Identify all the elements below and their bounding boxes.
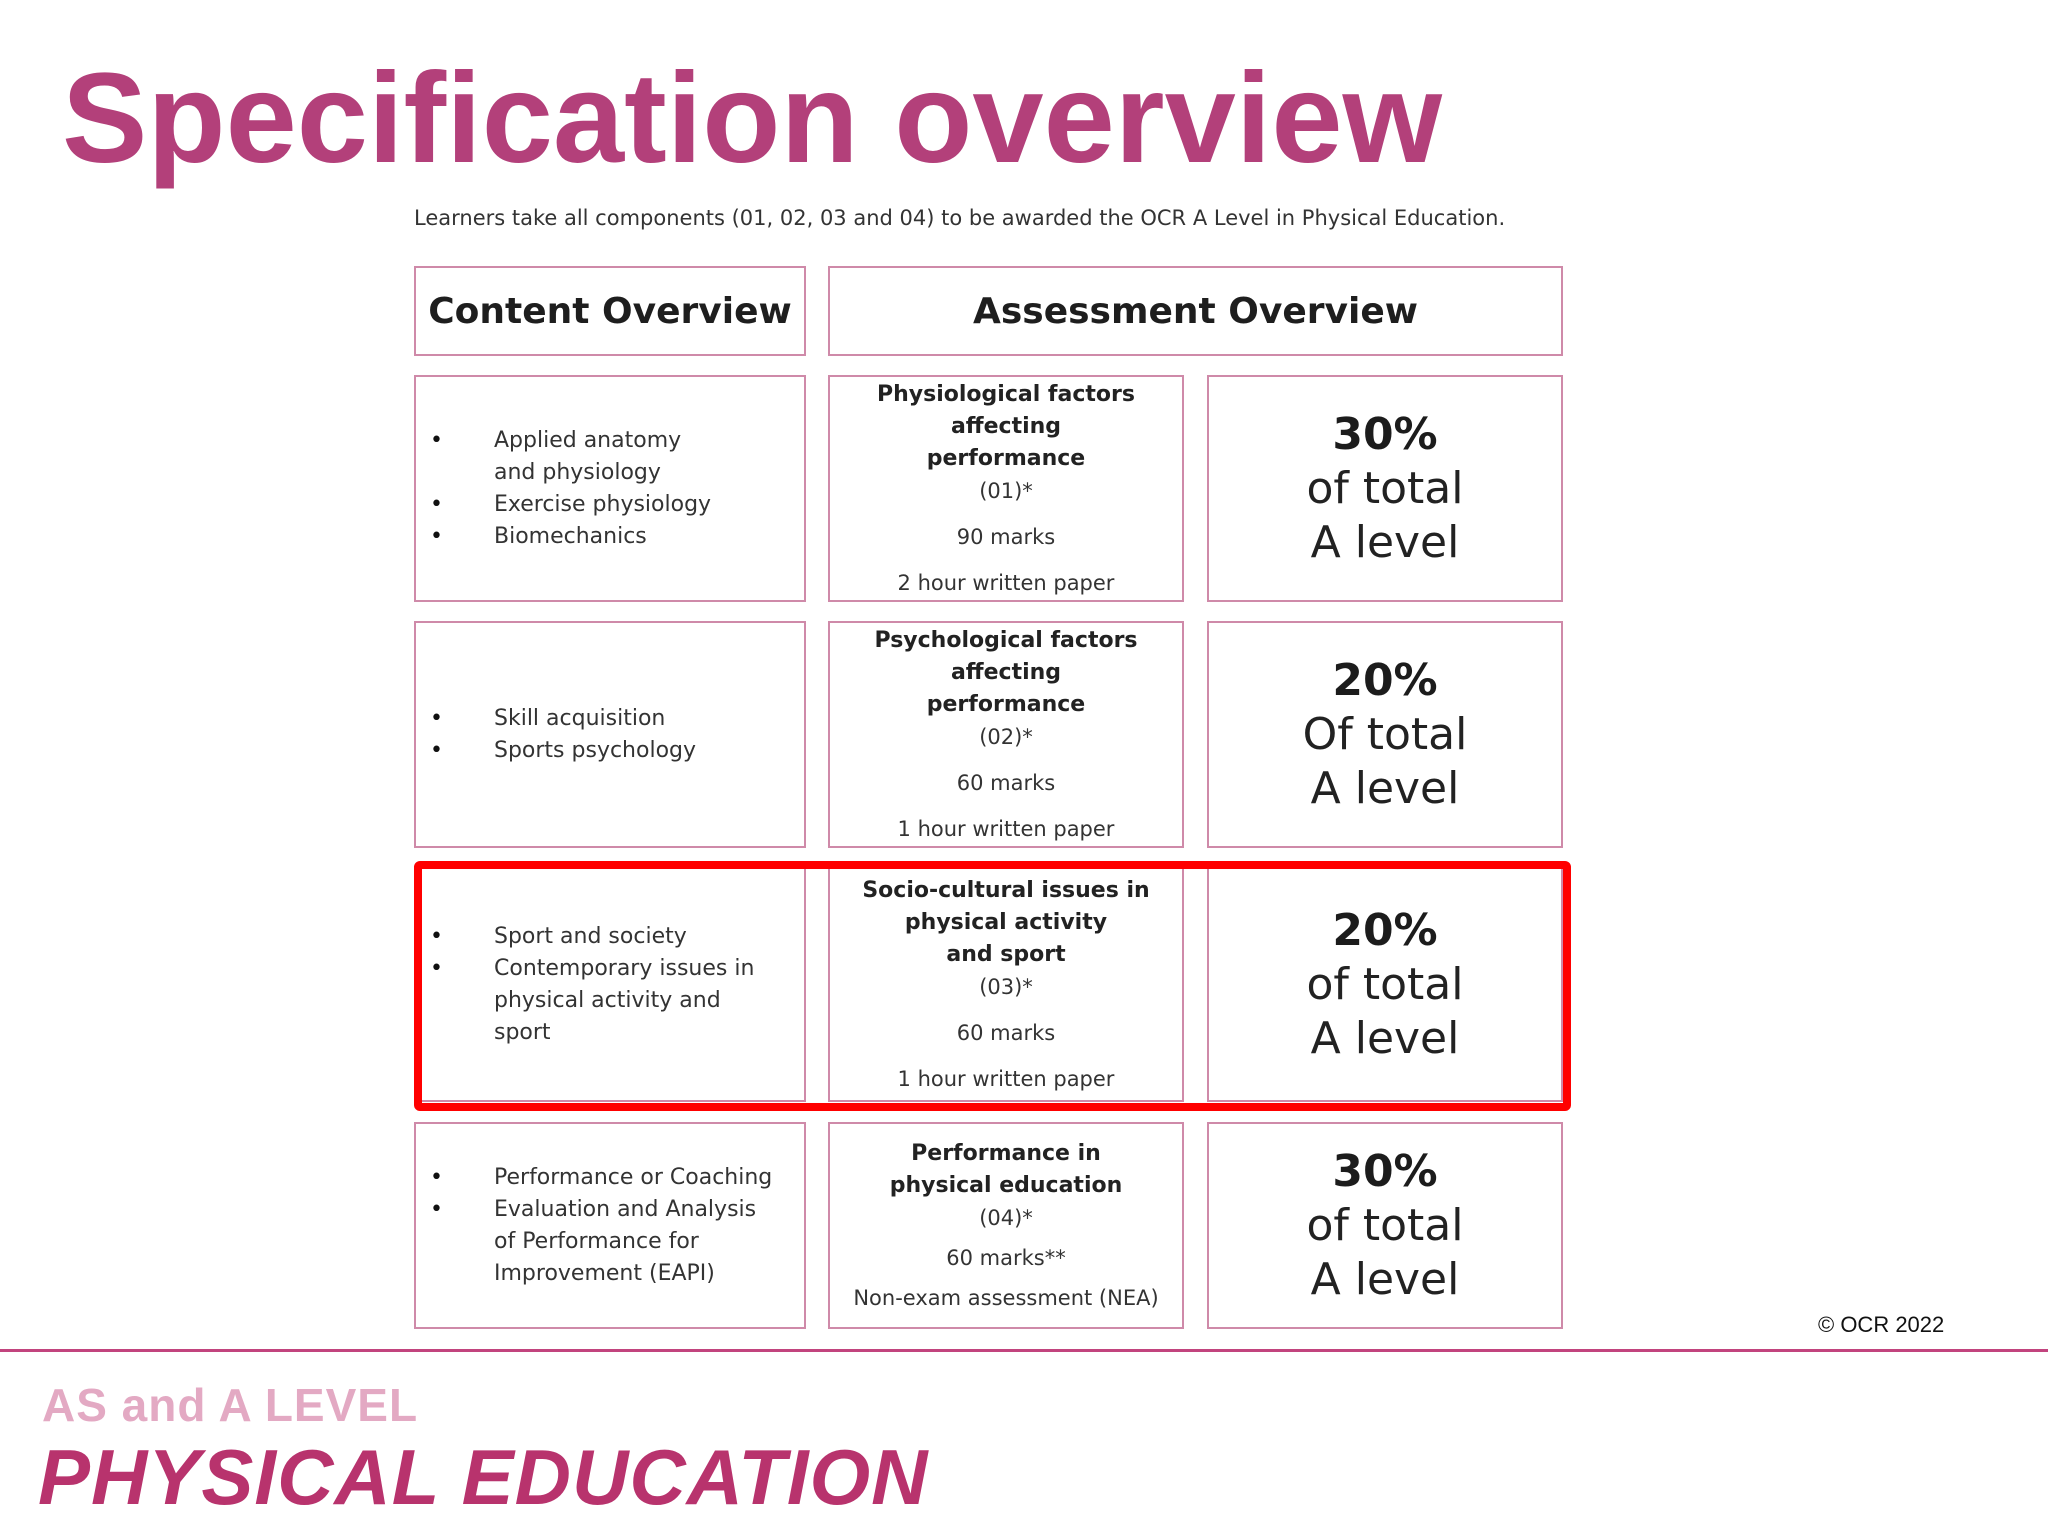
assessment-cell-row-4	[828, 1122, 1184, 1329]
component-name-line: performance	[926, 691, 1086, 717]
intro-text: Learners take all components (01, 02, 03 and 04) to be awarded the OCR A Level in Physical Education.	[414, 206, 1506, 230]
weight-cell-row-4	[1207, 1122, 1563, 1329]
component-format: Non-exam assessment (NEA)	[853, 1285, 1159, 1310]
footer-subtitle: AS and A LEVEL	[42, 1379, 419, 1431]
content-cell-row-1	[414, 375, 806, 602]
component-name-line: performance	[926, 445, 1086, 471]
weight-line: A level	[1310, 1253, 1460, 1305]
weight-cell-row-1	[1207, 375, 1563, 602]
assessment-overview-header: Assessment Overview	[828, 266, 1563, 356]
list-item	[430, 703, 696, 735]
component-format: 1 hour written paper	[897, 1066, 1115, 1091]
weight-line: of total	[1306, 1199, 1464, 1251]
list-item-text: Contemporary issues in physical activity and sport	[494, 955, 755, 1045]
content-list	[416, 425, 724, 553]
footer-logo-text: PHYSICAL EDUCATION	[38, 1433, 929, 1521]
component-name-line: Physiological factors affecting	[877, 381, 1135, 439]
assessment-cell-row-2	[828, 621, 1184, 848]
weight-percent: 20%	[1332, 654, 1438, 706]
weight-line: A level	[1310, 516, 1460, 568]
weight-line: of total	[1306, 958, 1464, 1010]
component-code: (02)*	[979, 724, 1033, 749]
list-item-text: Evaluation and Analysis of Performance for Improvement (EAPI)	[494, 1196, 757, 1286]
highlight-box	[414, 861, 1571, 1111]
list-item	[430, 1162, 774, 1194]
list-item-text: Sports psychology	[494, 737, 697, 763]
list-item	[430, 489, 724, 521]
component-name-line: Performance in	[911, 1140, 1101, 1166]
component-name-line: physical activity	[904, 909, 1108, 935]
component-name-line: and sport	[946, 941, 1066, 967]
footer-divider	[0, 1349, 2048, 1352]
weight-percent: 20%	[1332, 904, 1438, 956]
copyright-notice: © OCR 2022	[1818, 1312, 1945, 1337]
list-item	[430, 735, 696, 767]
weight-percent: 30%	[1332, 408, 1438, 460]
list-item-text: Performance or Coaching	[494, 1164, 773, 1190]
list-item-text: Applied anatomy and physiology	[494, 427, 682, 485]
list-item	[430, 521, 724, 553]
component-name-line: physical education	[889, 1172, 1123, 1198]
weight-cell-row-2	[1207, 621, 1563, 848]
content-list	[416, 703, 696, 767]
component-code: (01)*	[979, 478, 1033, 503]
component-marks: 90 marks	[956, 524, 1056, 549]
list-item-text: Biomechanics	[494, 523, 647, 549]
weight-line: Of total	[1302, 708, 1468, 760]
weight-line: of total	[1306, 462, 1464, 514]
component-name-line: Socio-cultural issues in	[862, 877, 1150, 903]
list-item	[430, 425, 724, 489]
list-item-text: Skill acquisition	[494, 705, 666, 731]
content-list	[416, 1162, 774, 1290]
component-marks: 60 marks	[956, 770, 1056, 795]
page-title: Specification overview	[62, 47, 1443, 190]
component-marks: 60 marks**	[946, 1245, 1066, 1270]
content-overview-header: Content Overview	[414, 266, 806, 356]
assessment-cell-row-1	[828, 375, 1184, 602]
component-code: (03)*	[979, 974, 1033, 999]
list-item-text: Exercise physiology	[494, 491, 712, 517]
weight-percent: 30%	[1332, 1145, 1438, 1197]
list-item	[430, 1194, 774, 1290]
list-item-text: Sport and society	[494, 923, 687, 949]
weight-line: A level	[1310, 1012, 1460, 1064]
component-format: 1 hour written paper	[897, 816, 1115, 841]
content-cell-row-2	[414, 621, 806, 848]
weight-line: A level	[1310, 762, 1460, 814]
component-format: 2 hour written paper	[897, 570, 1115, 595]
component-code: (04)*	[979, 1205, 1033, 1230]
component-name-line: Psychological factors affecting	[874, 627, 1138, 685]
content-cell-row-4	[414, 1122, 806, 1329]
component-marks: 60 marks	[956, 1020, 1056, 1045]
